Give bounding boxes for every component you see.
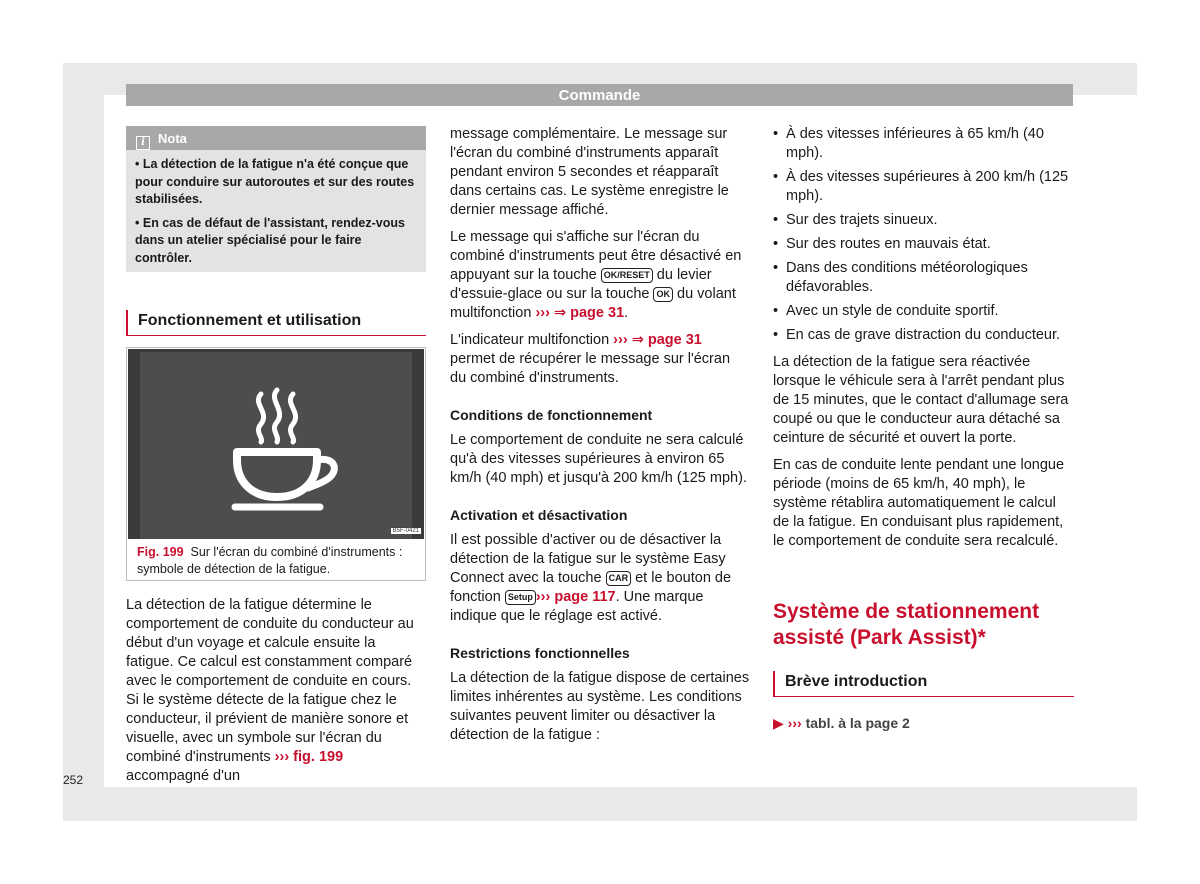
paragraph: Le message qui s'affiche sur l'écran du combiné d'instruments peut être désactivé en appuyant sur la touche OK/RESET du levier d'essuie-glace ou sur la touche OK du volant multifonction ››› ⇒ page 31. [450, 229, 742, 321]
figure-code: B5F-0421 [392, 528, 419, 534]
column-2-text [450, 125, 750, 753]
paragraph: Il est possible d'activer ou de désactiver la détection de la fatigue sur le système Easy Connect avec la touche CAR et le bouton de fonction Setup ››› page 117. Une marque indique que le réglage est activé. [450, 532, 732, 624]
info-icon: i [136, 136, 150, 150]
list-item: • Sur des routes en mauvais état. [773, 235, 1074, 254]
ok-reset-key-icon: OK/RESET [601, 268, 653, 283]
setup-key-icon: Setup [505, 590, 536, 605]
page-ref-link[interactable]: ››› ⇒ page 31 [613, 332, 702, 348]
page-number: 252 [63, 773, 84, 787]
restrictions-list [773, 125, 1074, 345]
section-title-fonctionnement: Fonctionnement et utilisation [126, 310, 426, 336]
paragraph: message complémentaire. Le message sur l'écran du combiné d'instruments apparaît pendant environ 5 secondes et réapparaît dans certains cas. Le système enregistre le dernier message affiché. [450, 126, 729, 218]
subheading: Restrictions fonctionnelles [450, 645, 630, 661]
column-3-text [773, 125, 1074, 559]
ok-key-icon: OK [653, 287, 673, 302]
page-ref-icon: ⇒ [553, 305, 567, 321]
list-item: • À des vitesses supérieures à 200 km/h (125 mph). [773, 168, 1074, 206]
subheading: Conditions de fonctionnement [450, 407, 653, 423]
instrument-screen [128, 349, 424, 539]
paragraph: En cas de conduite lente pendant une longue période (moins de 65 km/h, 40 mph), le système rétablira automatiquement le calcul de la fatigue. En conduisant plus rapidement, le comportement de conduite sera recalculé. [773, 457, 1065, 549]
instrument-screen-display [140, 352, 412, 539]
paragraph: La détection de la fatigue sera réactivée lorsque le véhicule sera à l'arrêt pendant plus de 15 minutes, que le contact d'allumage sera coupé ou que le conducteur aura détaché sa ceinture de sécurité et ouvert la porte. [773, 354, 1069, 446]
list-item: • En cas de grave distraction du conducteur. [773, 326, 1074, 345]
figure-199 [126, 347, 426, 581]
list-item: • Avec un style de conduite sportif. [773, 302, 1074, 321]
table-ref-link[interactable]: ▶ ››› tabl. à la page 2 [773, 715, 910, 731]
subsection-title-intro: Brève introduction [773, 671, 1074, 697]
running-header: Commande [126, 84, 1073, 106]
note-header [126, 126, 426, 150]
list-item: • Sur des trajets sinueux. [773, 211, 1074, 230]
page-ref-link[interactable]: ››› page 117 [535, 589, 616, 605]
figure-label: Fig. 199 [137, 545, 184, 559]
note-item: • La détection de la fatigue n'a été conçue que pour conduire sur autoroutes et sur des routes stabilisées. [135, 157, 415, 206]
page-ref-link[interactable]: ››› ⇒ page 31 [535, 305, 625, 321]
video-ref-icon: ▶ [773, 715, 784, 731]
paragraph: Le comportement de conduite ne sera calculé qu'à des vitesses supérieures à environ 65 km/h (40 mph) et jusqu'à 200 km/h (125 mph). [450, 432, 747, 486]
column-1-text [126, 596, 426, 794]
coffee-cup-icon [140, 352, 412, 539]
note-box [126, 126, 426, 272]
page-ref-icon: ⇒ [631, 332, 644, 348]
car-key-icon: CAR [606, 571, 632, 586]
note-item: • En cas de défaut de l'assistant, rendez-vous dans un atelier spécialisé pour le faire contrôler. [135, 215, 405, 265]
paragraph: La détection de la fatigue dispose de certaines limites inhérentes au système. Les conditions suivantes peuvent limiter ou désactiver la détection de la fatigue : [450, 670, 750, 743]
paragraph: La détection de la fatigue détermine le comportement de conduite du conducteur au début d'un voyage et calcule ensuite la fatigue. Ce calcul est constamment comparé avec le comportement de conduite en cours. Si le système détecte de la fatigue chez le conducteur, il prévient de manière sonore et visuelle, avec un symbole sur l'écran du combiné d'instruments ››› fig. 199 accompagné d'un [126, 597, 414, 784]
paragraph: L'indicateur multifonction ››› ⇒ page 31 permet de récupérer le message sur l'écran du combiné d'instruments. [450, 332, 731, 386]
list-item: • Dans des conditions météorologiques défavorables. [773, 259, 1074, 297]
note-title: Nota [158, 131, 187, 146]
figure-caption: Fig. 199 Sur l'écran du combiné d'instruments : symbole de détection de la fatigue. [137, 545, 403, 576]
fig-ref-link[interactable]: ››› fig. 199 [274, 749, 344, 765]
section-title-park-assist: Système de stationnement assisté (Park Assist)* [773, 600, 1040, 649]
list-item: • À des vitesses inférieures à 65 km/h (40 mph). [773, 125, 1074, 163]
note-body [126, 150, 426, 267]
subheading: Activation et désactivation [450, 507, 628, 523]
